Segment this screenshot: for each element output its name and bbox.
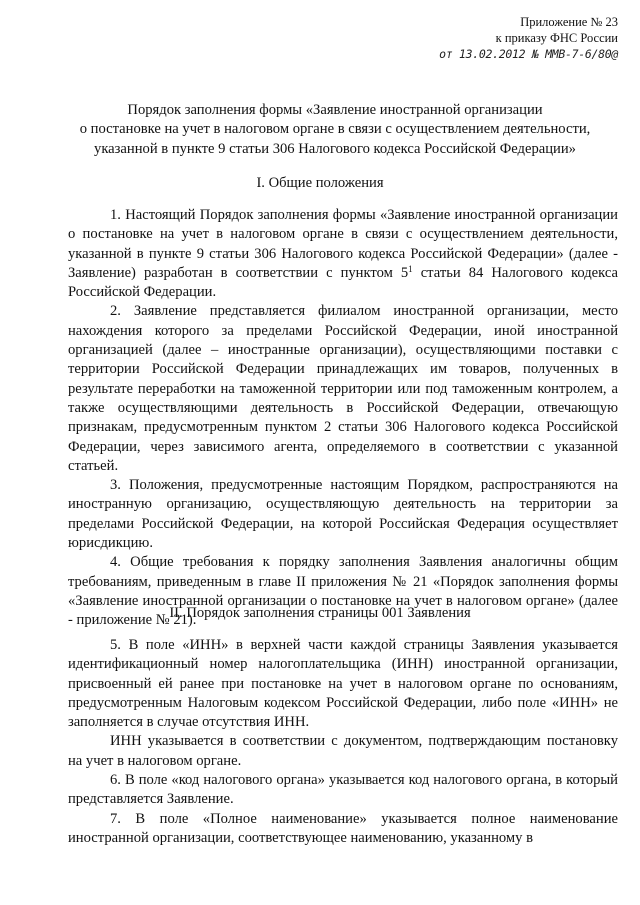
paragraph-1-superscript: 1 <box>408 263 413 274</box>
paragraph-1-text-end: статьи 84 Налогового кодекса Российской Федерации. <box>68 264 618 301</box>
paragraph-5: 5. В поле «ИНН» в верхней части каждой страницы Заявления указывается идентификационный номер налогоплательщика (ИНН) иностранной организации, присвоенный ей ранее при постановке на учет в налоговом органе по основаниям, предусмотренным Налоговым кодексом Российской Федерации, либо поле «ИНН» не заполняется в случае отсутствия ИНН. <box>68 637 618 731</box>
document-title <box>60 101 610 159</box>
section-1-heading: I. Общие положения <box>256 175 384 191</box>
section-2-body <box>68 636 618 848</box>
appendix-number: Приложение № 23 <box>520 15 618 29</box>
paragraph-1 <box>68 206 618 302</box>
paragraph-2: 2. Заявление представляется филиалом иностранной организации, место нахождения которого за пределами Российской Федерации, иной иностранной организацией (далее – иностранные организации), осуществляющими поставки с территории Российской Федерации принадлежащих им товаров, полученных в результате переработки на таможенной территории или под таможенным контролем, а также осуществляющими деятельность в Российской Федерации, отвечающую признакам, предусмотренным пунктом 2 статьи 306 Налогового кодекса Российской Федерации, через зависимого агента, определяемого в соответствии с указанной статьей. <box>68 303 618 474</box>
title-line-3: указанной в пункте 9 статьи 306 Налогового кодекса Российской Федерации» <box>94 140 576 157</box>
title-line-1: Порядок заполнения формы «Заявление иностранной организации <box>127 102 543 118</box>
paragraph-7: 7. В поле «Полное наименование» указывается полное наименование иностранной организации, соответствующее наименованию, указанному в <box>68 810 618 846</box>
order-date-handwritten: от 13.02.2012 № ММВ-7-6/80@ <box>439 47 618 61</box>
paragraph-6: 6. В поле «код налогового органа» указывается код налогового органа, в который представляется Заявление. <box>68 772 618 808</box>
appendix-header <box>439 14 618 62</box>
section-1-body <box>68 206 618 631</box>
section-2-heading: II. Порядок заполнения страницы 001 Заявления <box>169 605 471 621</box>
paragraph-4: 4. Общие требования к порядку заполнения Заявления аналогичны общим требованиям, приведенным в главе II приложения № 21 «Порядок заполнения формы «Заявление иностранной организации о постановке на учет в налоговом органе» (далее - приложение № 21). <box>68 554 618 629</box>
paragraph-3: 3. Положения, предусмотренные настоящим Порядком, распространяются на иностранную организацию, осуществляющую деятельность на территории за пределами Российской Федерации, на которой Российская Федерация осуществляет юрисдикцию. <box>68 477 618 552</box>
paragraph-5b: ИНН указывается в соответствии с документом, подтверждающим постановку на учет в налоговом органе. <box>68 733 618 769</box>
paragraph-1-text: 1. Настоящий Порядок заполнения формы «Заявление иностранной организации о постановке на учет в налоговом органе в связи с осуществлением деятельности, указанной в пункте 9 статьи 306 Налогового кодекса Российской Федерации» (далее - Заявление) разработан в соответствии с пунктом 5 <box>68 207 618 281</box>
title-line-2: о постановке на учет в налоговом органе в связи с осуществлением деятельности, <box>79 121 591 138</box>
order-reference: к приказу ФНС России <box>495 31 618 45</box>
